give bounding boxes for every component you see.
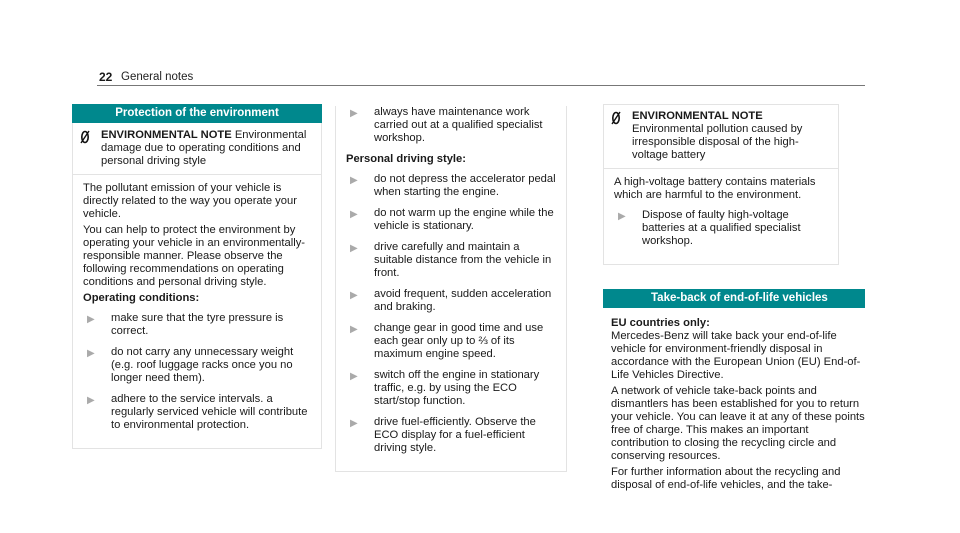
running-header: General notes xyxy=(121,71,194,83)
takeback-section xyxy=(603,289,865,492)
note-text: Environmental pollution caused by irresponsible disposal of the high-voltage battery xyxy=(632,123,803,161)
list-item: ▶ drive fuel-efficiently. Observe the ECO display for a fuel-efficient driving style. xyxy=(346,416,556,455)
list-item: ▶ always have maintenance work carried out at a qualified specialist workshop. xyxy=(346,106,556,145)
takeback-paragraph-2: A network of vehicle take-back points and dismantlers has been established for you to return your vehicle. You can leave it at any of these points free of charge. This makes an important contribution to closing the recycling circle and conserving resources. xyxy=(611,385,865,462)
list-item: ▶ do not depress the accelerator pedal when starting the engine. xyxy=(346,173,556,199)
list-item: ▶ switch off the engine in stationary traffic, e.g. by using the ECO start/stop function. xyxy=(346,369,556,408)
page-number: 22 xyxy=(99,70,113,84)
list-item: ▶ do not warm up the engine while the vehicle is stationary. xyxy=(346,207,556,233)
battery-note-box xyxy=(603,104,839,265)
arrow-right-icon: ▶ xyxy=(87,348,95,359)
arrow-right-icon: ▶ xyxy=(350,290,358,301)
section-banner-protection: Protection of the environment xyxy=(72,104,322,123)
environmental-note xyxy=(73,123,321,175)
arrow-right-icon: ▶ xyxy=(350,324,358,335)
list-item: ▶ do not carry any unnecessary weight (e.g. roof luggage racks once you no longer need them). xyxy=(83,346,311,385)
arrow-right-icon: ▶ xyxy=(350,243,358,254)
help-paragraph: You can help to protect the environment by operating your vehicle in an environmentally-responsible manner. Please observe the following recommendations on operating conditions and personal driving style. xyxy=(83,224,306,288)
note-text: Environmental damage due to operating conditions and personal driving style xyxy=(101,129,307,167)
note-title: ENVIRONMENTAL NOTE xyxy=(101,129,232,141)
arrow-right-icon: ▶ xyxy=(350,209,358,220)
arrow-right-icon: ▶ xyxy=(350,418,358,429)
list-item: ▶ make sure that the tyre pressure is correct. xyxy=(83,312,311,338)
subheading-operating-conditions: Operating conditions: xyxy=(83,292,200,304)
protection-box xyxy=(72,123,322,449)
subheading-personal-driving-style: Personal driving style: xyxy=(346,153,466,165)
column-protection xyxy=(72,104,322,449)
list-item: ▶ Dispose of faulty high-voltage batteries at a qualified specialist workshop. xyxy=(614,209,828,248)
leaf-slash-icon xyxy=(79,129,101,168)
header-rule xyxy=(97,85,865,86)
arrow-right-icon: ▶ xyxy=(87,395,95,406)
leaf-slash-icon xyxy=(610,110,632,162)
protection-content xyxy=(73,175,321,448)
column-driving-style xyxy=(335,104,567,472)
arrow-right-icon: ▶ xyxy=(350,108,358,119)
note-title: ENVIRONMENTAL NOTE xyxy=(632,110,763,122)
section-banner-takeback: Take-back of end-of-life vehicles xyxy=(603,289,865,308)
takeback-paragraph-3: For further information about the recycling and disposal of end-of-life vehicles, and the take- xyxy=(611,466,841,491)
list-item: ▶ drive carefully and maintain a suitable distance from the vehicle in front. xyxy=(346,241,556,280)
arrow-right-icon: ▶ xyxy=(87,314,95,325)
takeback-paragraph-1: Mercedes-Benz will take back your end-of-life vehicle for environment-friendly disposal in accordance with the European Union (EU) End-of-Life Vehicles Directive. xyxy=(611,330,861,381)
column-battery-takeback xyxy=(603,104,865,495)
environmental-note xyxy=(604,105,838,169)
driving-style-box xyxy=(335,106,567,472)
battery-info: A high-voltage battery contains materials which are harmful to the environment. xyxy=(614,176,816,201)
arrow-right-icon: ▶ xyxy=(350,175,358,186)
list-item: ▶ change gear in good time and use each gear only up to ⅔ of its maximum engine speed. xyxy=(346,322,556,361)
list-item: ▶ adhere to the service intervals. a regularly serviced vehicle will contribute to environmental protection. xyxy=(83,393,311,432)
intro-paragraph: The pollutant emission of your vehicle is directly related to the way you operate your vehicle. xyxy=(83,182,297,220)
arrow-right-icon: ▶ xyxy=(618,211,626,222)
list-item: ▶ avoid frequent, sudden acceleration and braking. xyxy=(346,288,556,314)
arrow-right-icon: ▶ xyxy=(350,371,358,382)
subheading-eu-countries: EU countries only: xyxy=(611,317,710,329)
